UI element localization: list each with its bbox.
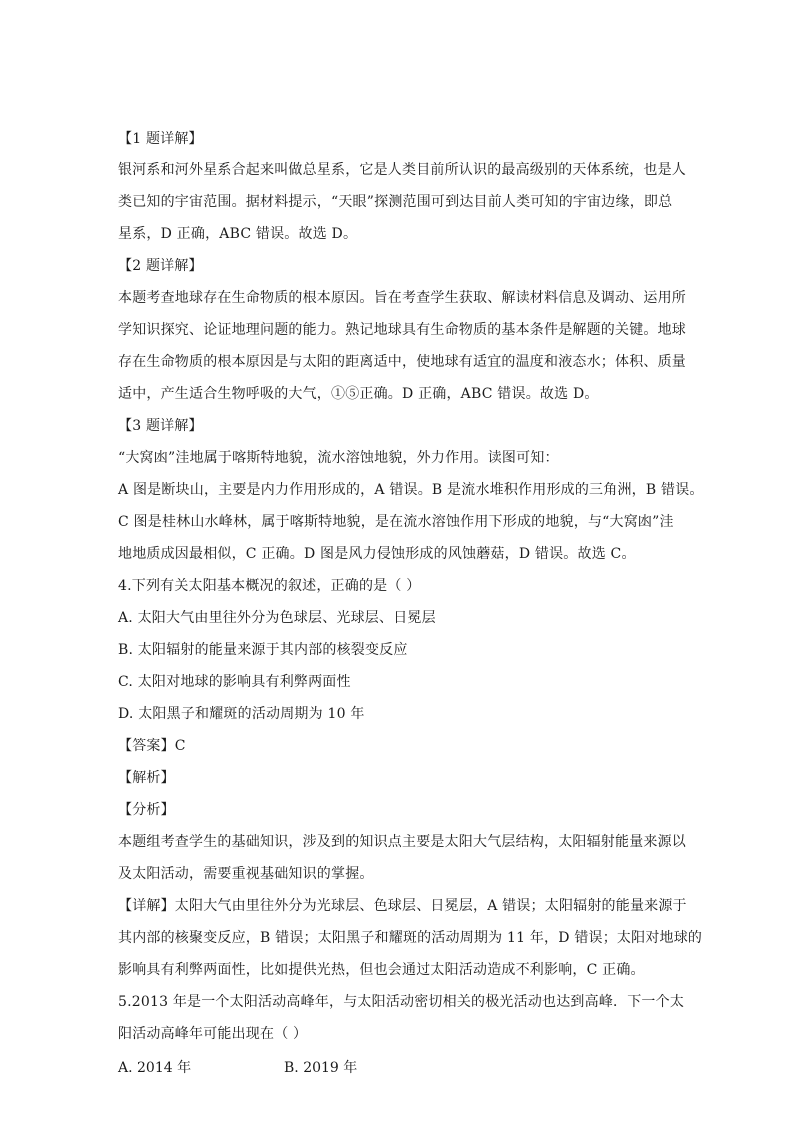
question-4-stem: 4.下列有关太阳基本概况的叙述，正确的是（ ） (118, 578, 421, 594)
question-5-option-a: A. 2014 年 (118, 1060, 192, 1076)
text-line: 适中，产生适合生物呼吸的大气，①⑤正确。D 正确，ABC 错误。故选 D。 (118, 386, 599, 402)
text-line: 存在生命物质的根本原因是与太阳的距离适中，使地球有适宜的温度和液态水；体积、质量 (118, 354, 686, 370)
breakdown-label: 【分析】 (118, 802, 175, 818)
question-4-option-c: C. 太阳对地球的影响具有利弊两面性 (118, 674, 351, 690)
text-line: 银河系和河外星系合起来叫做总星系，它是人类目前所认识的最高级别的天体系统，也是人 (118, 162, 686, 178)
text-line: 及太阳活动，需要重视基础知识的掌握。 (118, 866, 374, 882)
analysis-label: 【解析】 (118, 770, 175, 786)
detail-line: 【详解】太阳大气由里往外分为光球层、色球层、日冕层，A 错误；太阳辐射的能量来源于 (118, 898, 687, 914)
section-heading-q1: 【1 题详解】 (118, 131, 203, 147)
question-4-option-a: A. 太阳大气由里往外分为色球层、光球层、日冕层 (118, 610, 436, 626)
text-line: 类已知的宇宙范围。据材料提示，“天眼”探测范围可到达目前人类可知的宇宙边缘，即总 (118, 194, 673, 210)
section-heading-q3: 【3 题详解】 (118, 418, 203, 434)
question-5-option-b: B. 2019 年 (284, 1060, 358, 1076)
question-5-stem: 5.2013 年是一个太阳活动高峰年，与太阳活动密切相关的极光活动也达到高峰．下一个太 (118, 994, 685, 1010)
question-4-option-d: D. 太阳黑子和耀斑的活动周期为 10 年 (118, 706, 365, 722)
question-5-stem-continued: 阳活动高峰年可能出现在（ ） (118, 1026, 308, 1042)
text-line: 本题组考查学生的基础知识，涉及到的知识点主要是太阳大气层结构，太阳辐射能量来源以 (118, 834, 686, 850)
text-line: 星系，D 正确，ABC 错误。故选 D。 (118, 226, 358, 242)
text-line: 其内部的核聚变反应，B 错误；太阳黑子和耀斑的活动周期为 11 年，D 错误；太阳对地球的 (118, 930, 703, 946)
question-4-option-b: B. 太阳辐射的能量来源于其内部的核裂变反应 (118, 642, 408, 658)
text-line: 地地质成因最相似，C 正确。D 图是风力侵蚀形成的风蚀蘑菇，D 错误。故选 C。 (118, 546, 636, 562)
text-line: 本题考查地球存在生命物质的根本原因。旨在考查学生获取、解读材料信息及调动、运用所 (118, 290, 686, 306)
answer-label: 【答案】C (118, 738, 186, 754)
text-line: 学知识探究、论证地理问题的能力。熟记地球具有生命物质的基本条件是解题的关键。地球 (118, 322, 686, 338)
section-heading-q2: 【2 题详解】 (118, 258, 203, 274)
text-line: C 图是桂林山水峰林，属于喀斯特地貌，是在流水溶蚀作用下形成的地貌，与“大窝凼”洼 (118, 514, 674, 530)
text-line: “大窝凼”洼地属于喀斯特地貌，流水溶蚀地貌，外力作用。读图可知： (118, 450, 559, 466)
text-line: 影响具有利弊两面性，比如提供光热，但也会通过太阳活动造成不利影响，C 正确。 (118, 962, 645, 978)
text-line: A 图是断块山，主要是内力作用形成的，A 错误。B 是流水堆积作用形成的三角洲，B 错误。 (118, 482, 704, 498)
